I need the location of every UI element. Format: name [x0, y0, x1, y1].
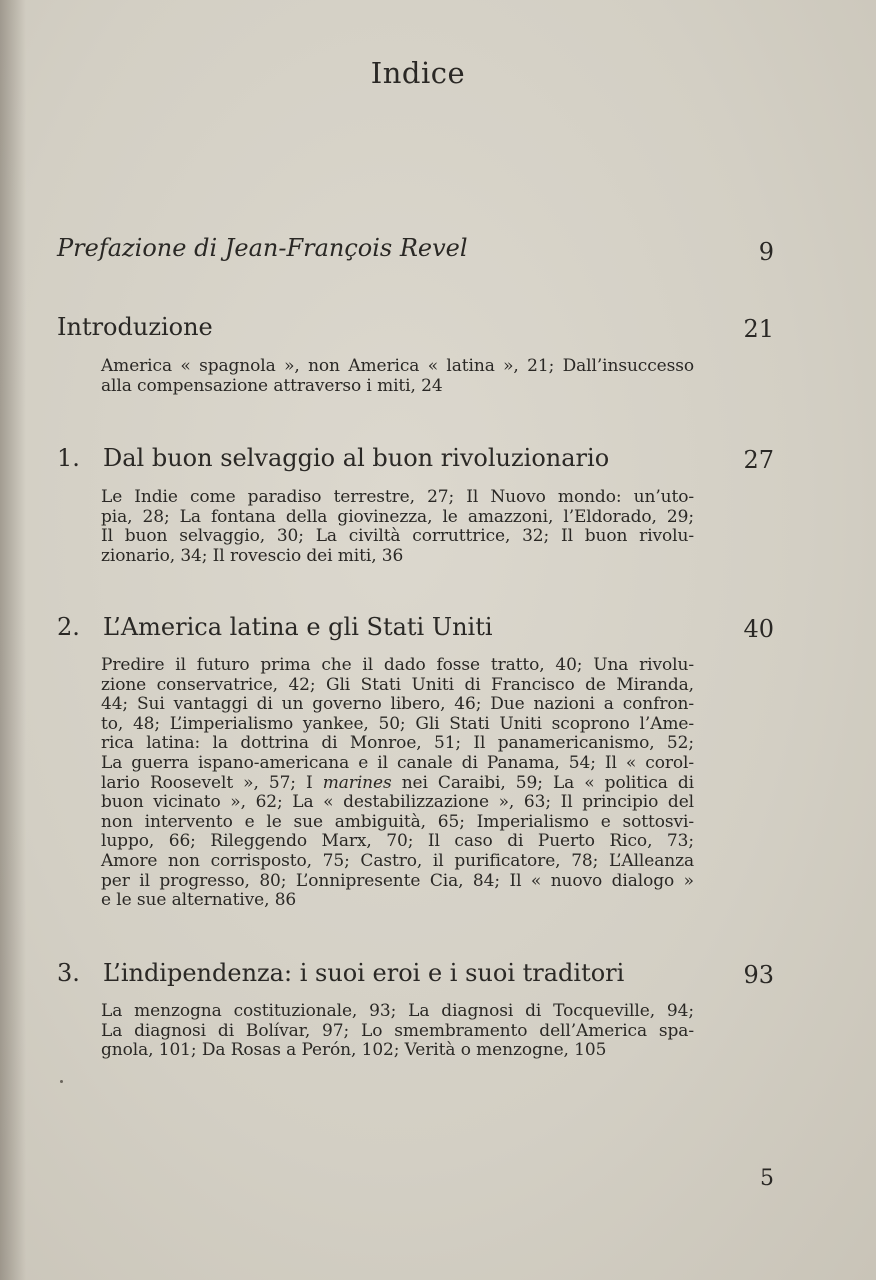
entry-line: La guerra ispano-americana e il canale di Panama, 54; Il « corol-: [101, 752, 694, 773]
toc-intro-page: 21: [743, 315, 774, 343]
entry-line: Predire il futuro prima che il dado fosse tratto, 40; Una rivolu-: [101, 655, 694, 675]
chapter-title: Dal buon selvaggio al buon rivoluzionario: [103, 444, 610, 472]
toc-chapter-1-entries: [101, 488, 694, 566]
entry-line: non intervento e le sue ambiguità, 65; Imperialismo e sottosvi-: [101, 811, 694, 832]
chapter-number: 2.: [57, 613, 80, 641]
page-title: Indice: [370, 56, 466, 90]
entry-line: buon vicinato », 62; La « destabilizzazione », 63; Il principio del: [101, 792, 694, 813]
toc-preface-label: Prefazione di Jean-François Revel: [57, 234, 468, 262]
toc-chapter-2-entries: [101, 656, 694, 911]
chapter-number: 3.: [57, 959, 80, 987]
entry-line: America « spagnola », non America « latina », 21; Dall’insuccesso: [101, 356, 694, 376]
italic-term: marines: [322, 772, 392, 793]
paper-speck: [60, 1080, 63, 1083]
spine-shadow: [0, 0, 26, 1280]
entry-line: rica latina: la dottrina di Monroe, 51; Il panamericanismo, 52;: [101, 733, 694, 754]
toc-intro-entries: [101, 357, 694, 396]
entry-line: gnola, 101; Da Rosas a Perón, 102; Verità o menzogne, 105: [101, 1040, 607, 1061]
toc-chapter-3-entries: [101, 1002, 694, 1061]
page-folio-number: 5: [760, 1166, 774, 1191]
toc-preface-page: 9: [758, 238, 774, 266]
entry-line: Amore non corrisposto, 75; Castro, il purificatore, 78; L’Alleanza: [101, 850, 694, 871]
entry-line: La diagnosi di Bolívar, 97; Lo smembramento dell’America spa-: [101, 1020, 694, 1041]
entry-line: Le Indie come paradiso terrestre, 27; Il Nuovo mondo: un’uto-: [101, 487, 694, 507]
toc-intro-label: Introduzione: [57, 313, 213, 341]
entry-line: La menzogna costituzionale, 93; La diagnosi di Tocqueville, 94;: [101, 1001, 694, 1021]
toc-chapter-2-heading: [57, 613, 493, 641]
toc-chapter-2-page: 40: [743, 615, 774, 643]
chapter-title: L’America latina e gli Stati Uniti: [103, 613, 493, 641]
entry-line: zionario, 34; Il rovescio dei miti, 36: [101, 545, 404, 566]
entry-line: alla compensazione attraverso i miti, 24: [101, 375, 443, 396]
entry-line: luppo, 66; Rileggendo Marx, 70; Il caso di Puerto Rico, 73;: [101, 831, 694, 852]
entry-line: to, 48; L’imperialismo yankee, 50; Gli Stati Uniti scoprono l’Ame-: [101, 713, 694, 734]
toc-chapter-1-heading: [57, 444, 609, 472]
entry-line: pia, 28; La fontana della giovinezza, le amazzoni, l’Eldorado, 29;: [101, 506, 694, 527]
toc-chapter-3-heading: [57, 959, 624, 987]
entry-line: lario Roosevelt », 57; I marines nei Caraibi, 59; La « politica di: [101, 772, 695, 793]
entry-line: Il buon selvaggio, 30; La civiltà corruttrice, 32; Il buon rivolu-: [101, 526, 694, 547]
toc-chapter-3-page: 93: [743, 961, 774, 989]
entry-line: zione conservatrice, 42; Gli Stati Uniti di Francisco de Miranda,: [101, 674, 694, 695]
entry-line: e le sue alternative, 86: [101, 890, 297, 911]
chapter-title: L’indipendenza: i suoi eroi e i suoi traditori: [103, 959, 625, 987]
chapter-number: 1.: [57, 444, 80, 472]
entry-line: 44; Sui vantaggi di un governo libero, 46; Due nazioni a confron-: [101, 694, 694, 715]
toc-chapter-1-page: 27: [743, 446, 774, 474]
entry-line: per il progresso, 80; L’onnipresente Cia, 84; Il « nuovo dialogo »: [101, 870, 694, 891]
